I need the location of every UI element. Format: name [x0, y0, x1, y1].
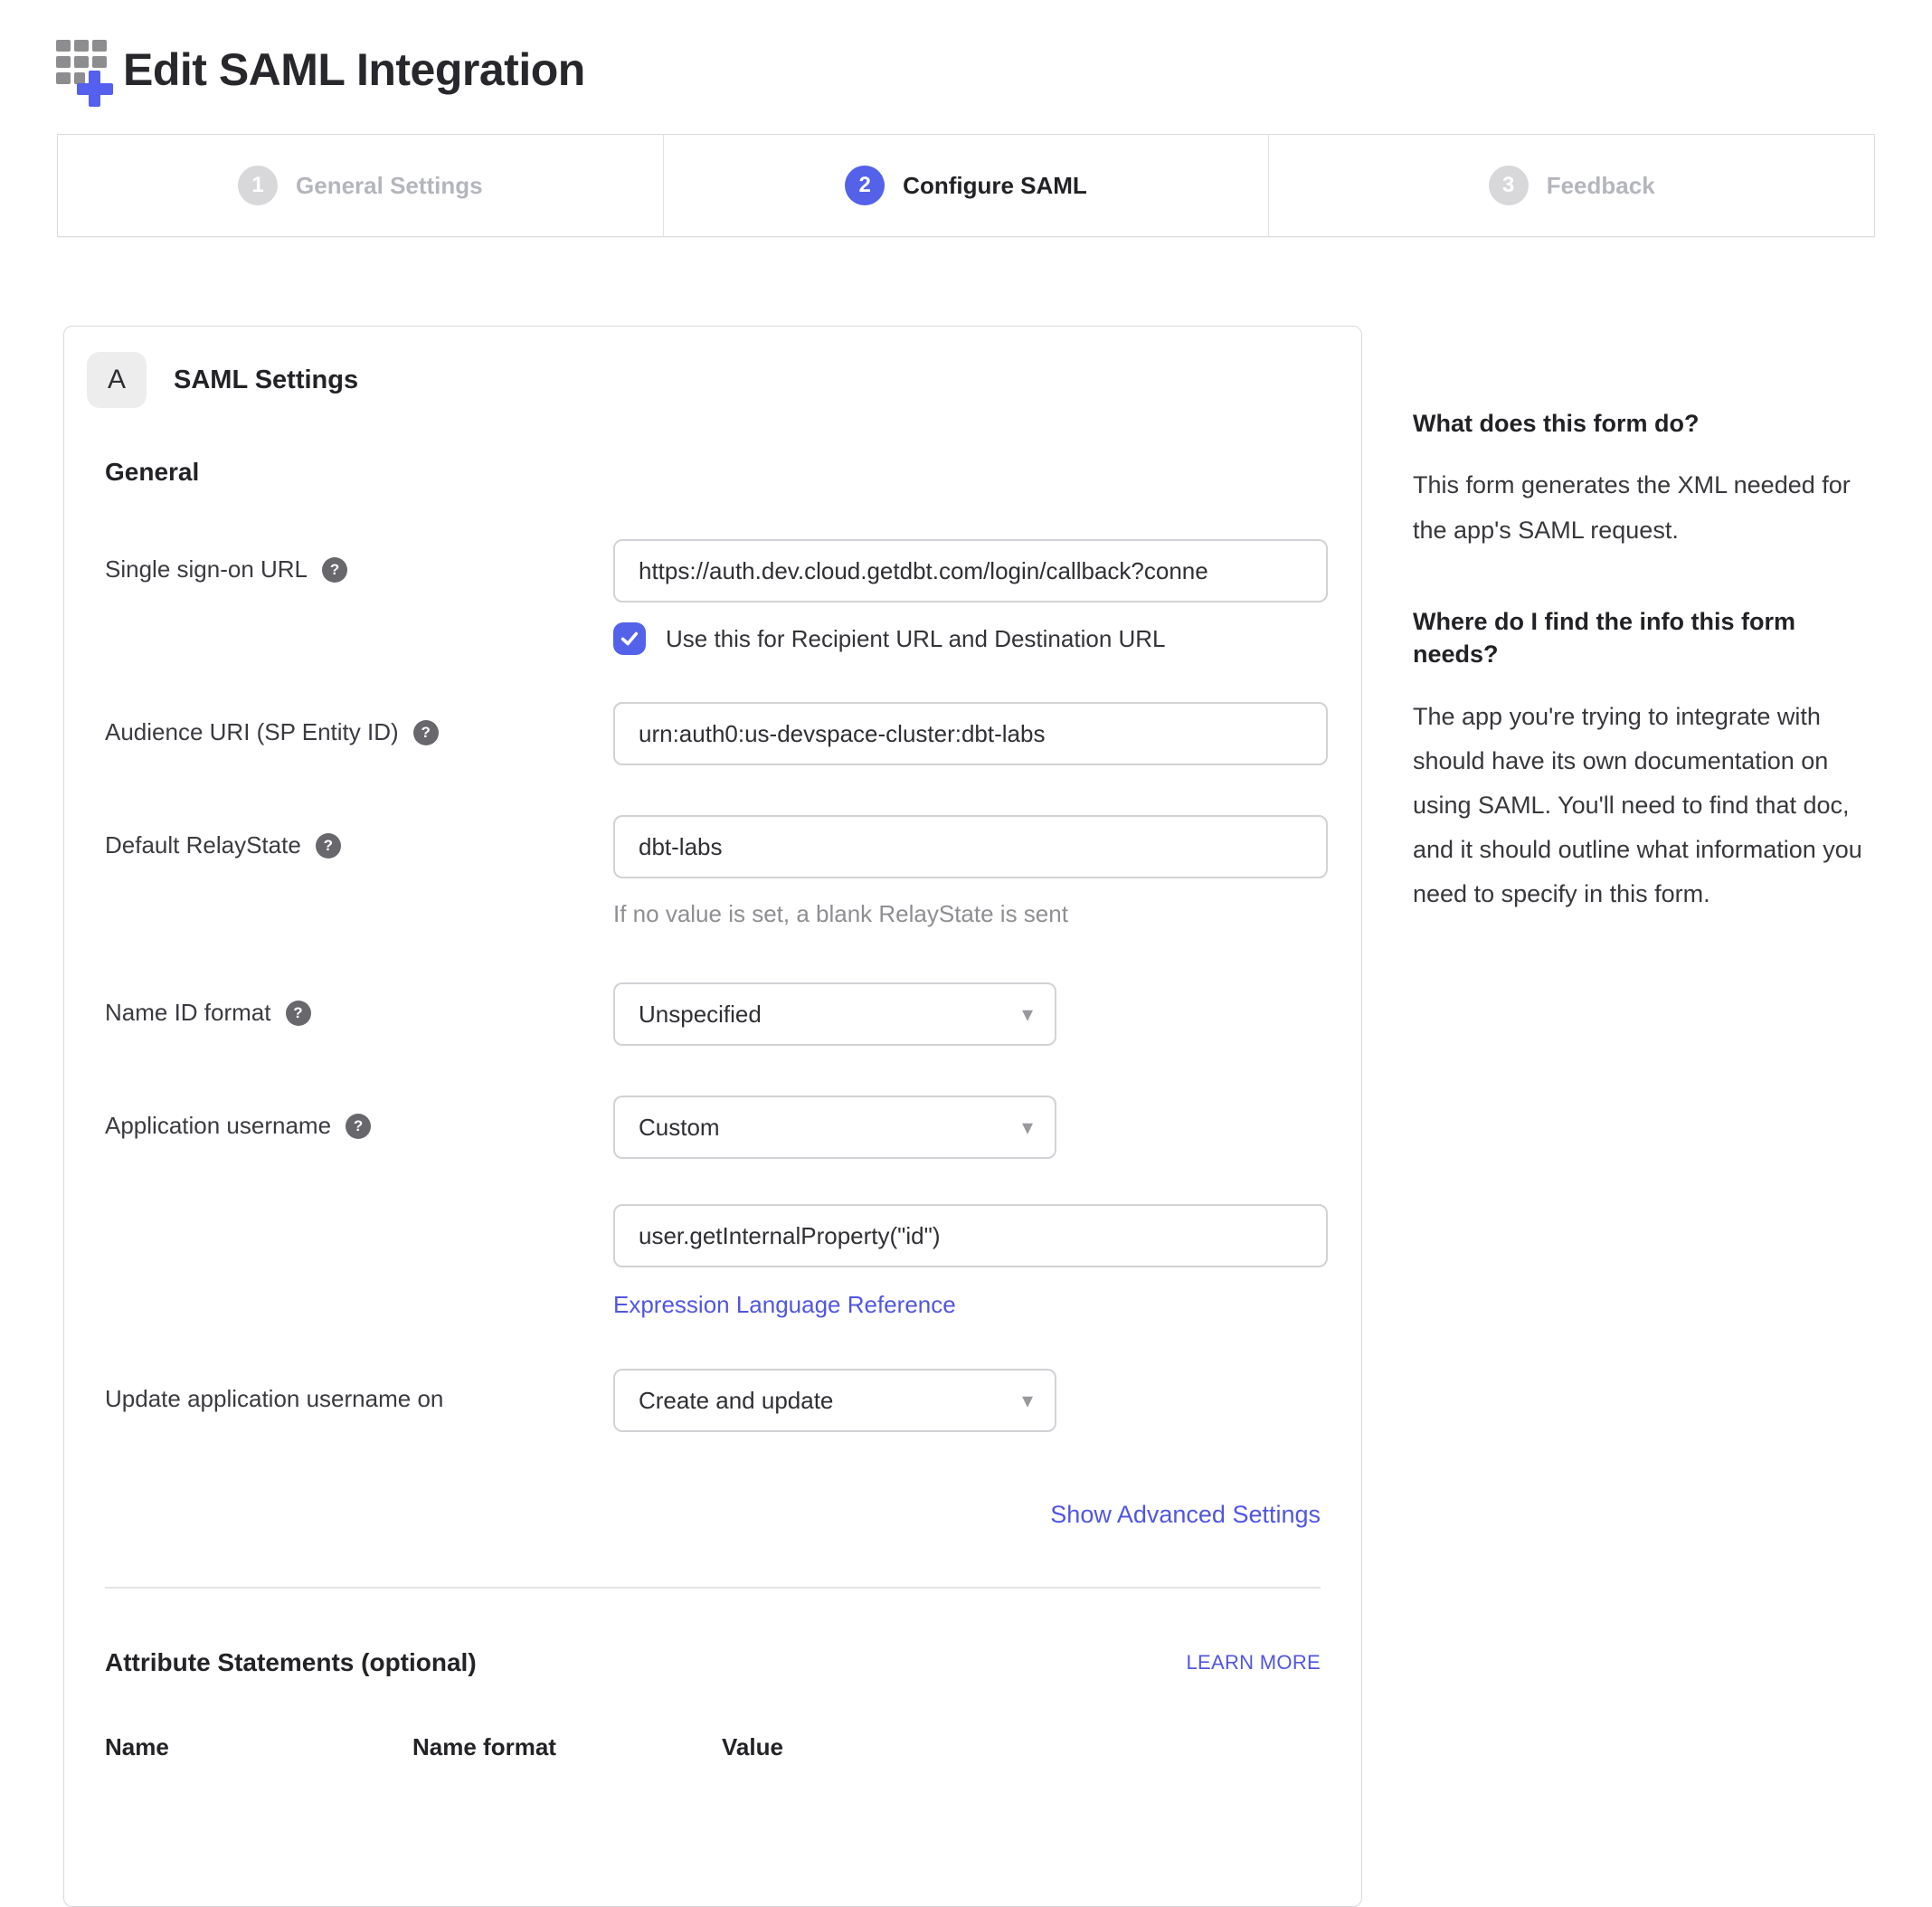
sso-url-label: Single sign-on URL [105, 555, 308, 583]
page-header [52, 33, 1932, 107]
show-advanced-settings-link[interactable]: Show Advanced Settings [1050, 1501, 1321, 1528]
panel-header [87, 352, 1321, 408]
application-username-value: Custom [639, 1113, 720, 1141]
general-section-heading: General [105, 458, 200, 486]
update-app-username-select[interactable] [613, 1369, 1056, 1432]
attribute-table-header [105, 1733, 1321, 1761]
application-username-label-group [105, 1096, 613, 1140]
step-label: General Settings [296, 171, 483, 199]
section-a-badge: A [87, 352, 147, 408]
name-id-format-label: Name ID format [105, 999, 271, 1026]
help-icon[interactable] [346, 1114, 371, 1139]
step-number-badge: 2 [845, 166, 885, 205]
app-grid-plus-icon [52, 33, 118, 107]
custom-expression-input[interactable] [613, 1204, 1328, 1267]
custom-expression-label-spacer [105, 1204, 613, 1220]
panel-title: SAML Settings [174, 365, 359, 394]
update-app-username-label-group [105, 1369, 613, 1413]
relay-state-label-group [105, 815, 613, 859]
name-id-format-value: Unspecified [639, 1000, 762, 1028]
learn-more-link[interactable]: LEARN MORE [1186, 1651, 1321, 1674]
use-for-recipient-label: Use this for Recipient URL and Destination URL [666, 624, 1166, 652]
audience-uri-row [105, 702, 1321, 765]
step-label: Feedback [1546, 171, 1655, 199]
expression-language-reference-link[interactable]: Expression Language Reference [613, 1291, 956, 1318]
update-app-username-row [105, 1369, 1321, 1432]
name-id-format-select[interactable] [613, 982, 1056, 1046]
application-username-row [105, 1096, 1321, 1159]
column-header-value: Value [722, 1733, 783, 1760]
attribute-statements-heading: Attribute Statements (optional) [105, 1648, 477, 1676]
name-id-format-row [105, 982, 1321, 1046]
sidebar-heading-where: Where do I find the info this form needs? [1413, 607, 1795, 669]
recipient-destination-checkbox-row [613, 622, 1328, 655]
sidebar-body-where: The app you're trying to integrate with should have its own documentation on using SAML. You'll need to find that doc, and it should outline what information you need to specify in this form. [1413, 702, 1862, 908]
audience-uri-input[interactable] [613, 702, 1328, 765]
section-divider [105, 1587, 1321, 1589]
sidebar-body-what: This form generates the XML needed for the app's SAML request. [1413, 471, 1851, 544]
sidebar-heading-what: What does this form do? [1413, 410, 1700, 437]
relay-state-hint: If no value is set, a blank RelayState is sent [613, 900, 1068, 927]
help-icon[interactable] [286, 1001, 311, 1026]
saml-settings-panel [63, 326, 1362, 1907]
wizard-step-feedback[interactable] [1268, 135, 1874, 236]
step-label: Configure SAML [903, 171, 1087, 199]
update-app-username-value: Create and update [639, 1386, 834, 1414]
update-app-username-label: Update application username on [105, 1385, 444, 1412]
sso-url-row [105, 539, 1321, 655]
step-number-badge: 3 [1489, 166, 1529, 205]
column-header-name: Name [105, 1733, 169, 1760]
wizard-step-general-settings[interactable] [58, 135, 663, 236]
relay-state-row [105, 815, 1321, 928]
help-sidebar [1413, 326, 1885, 916]
help-icon[interactable] [322, 557, 347, 583]
sso-url-input[interactable] [613, 539, 1328, 602]
wizard-step-configure-saml[interactable] [663, 135, 1269, 236]
use-for-recipient-checkbox[interactable] [613, 622, 646, 655]
content-area [63, 326, 1932, 1907]
custom-expression-row [105, 1204, 1321, 1319]
attribute-statements-header [105, 1648, 1321, 1677]
audience-uri-label: Audience URI (SP Entity ID) [105, 718, 399, 745]
relay-state-label: Default RelayState [105, 831, 301, 859]
step-wizard [57, 134, 1875, 237]
application-username-select[interactable] [613, 1096, 1056, 1159]
sso-url-label-group [105, 539, 613, 583]
name-id-format-label-group [105, 982, 613, 1027]
help-icon[interactable] [413, 720, 439, 745]
step-number-badge: 1 [238, 166, 278, 205]
checkmark-icon [620, 629, 639, 649]
column-header-name-format: Name format [412, 1733, 556, 1760]
relay-state-input[interactable] [613, 815, 1328, 878]
advanced-settings-row [105, 1501, 1321, 1529]
page-title: Edit SAML Integration [123, 44, 585, 95]
audience-uri-label-group [105, 702, 613, 746]
help-icon[interactable] [316, 833, 341, 859]
saml-settings-form [105, 458, 1321, 1761]
application-username-label: Application username [105, 1112, 332, 1139]
